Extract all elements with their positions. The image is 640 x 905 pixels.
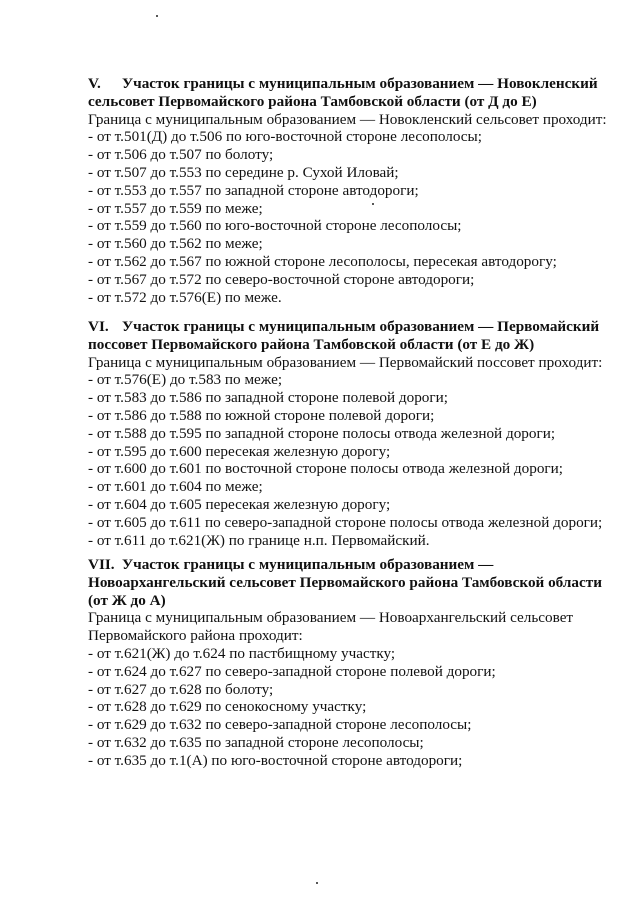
section-intro: Граница с муниципальным образованием — Первомайский поссовет проходит: [88, 353, 603, 371]
section-heading [88, 318, 623, 354]
boundary-item: - от т.629 до т.632 по северо-западной стороне лесополосы; [88, 716, 472, 734]
boundary-item: - от т.501(Д) до т.506 по юго-восточной стороне лесополосы; [88, 128, 482, 146]
section-vi [88, 318, 623, 549]
section-heading [88, 75, 623, 111]
boundary-item: - от т.560 до т.562 по меже; [88, 235, 263, 253]
boundary-item: - от т.611 до т.621(Ж) по границе н.п. Первомайский. [88, 531, 430, 549]
boundary-item: - от т.506 до т.507 по болоту; [88, 146, 274, 164]
boundary-item: - от т.604 до т.605 пересекая железную дорогу; [88, 495, 391, 513]
boundary-item: - от т.605 до т.611 по северо-западной стороне полосы отвода железной дороги; [88, 513, 603, 531]
section-title-line: (от Ж до А) [88, 591, 166, 609]
section-title-line: Участок границы с муниципальным образованием — Новокленский [122, 75, 598, 92]
boundary-item: - от т.583 до т.586 по западной стороне полевой дороги; [88, 389, 448, 407]
boundary-item: - от т.559 до т.560 по юго-восточной стороне лесополосы; [88, 217, 462, 235]
section-number: VI. [88, 318, 109, 335]
boundary-item: - от т.621(Ж) до т.624 по пастбищному участку; [88, 644, 396, 662]
section-heading [88, 556, 623, 609]
section-title-line: Участок границы с муниципальным образованием — [122, 556, 494, 573]
boundary-item: - от т.588 до т.595 по западной стороне полосы отвода железной дороги; [88, 424, 556, 442]
boundary-item: - от т.572 до т.576(Е) по меже. [88, 288, 282, 306]
section-intro: Первомайского района проходит: [88, 627, 303, 645]
boundary-item: - от т.576(Е) до т.583 по меже; [88, 371, 283, 389]
boundary-item: - от т.557 до т.559 по меже; [88, 199, 263, 217]
section-title-line: Участок границы с муниципальным образованием — Первомайский [122, 318, 600, 335]
boundary-item: - от т.507 до т.553 по середине р. Сухой Иловай; [88, 163, 399, 181]
boundary-item: - от т.567 до т.572 по северо-восточной стороне автодороги; [88, 270, 475, 288]
boundary-item: - от т.600 до т.601 по восточной стороне полосы отвода железной дороги; [88, 460, 563, 478]
boundary-item: - от т.628 до т.629 по сенокосному участку; [88, 698, 367, 716]
scan-speck [156, 15, 158, 17]
section-number: VII. [88, 556, 115, 573]
section-number: V. [88, 75, 101, 92]
section-title-line: поссовет Первомайского района Тамбовской области (от Е до Ж) [88, 335, 535, 353]
section-v [88, 75, 623, 306]
boundary-item: - от т.595 до т.600 пересекая железную дорогу; [88, 442, 391, 460]
scan-speck [372, 203, 374, 205]
boundary-item: - от т.586 до т.588 по южной стороне полевой дороги; [88, 406, 435, 424]
section-title-line: сельсовет Первомайского района Тамбовской области (от Д до Е) [88, 92, 537, 110]
boundary-item: - от т.627 до т.628 по болоту; [88, 680, 274, 698]
boundary-item: - от т.624 до т.627 по северо-западной стороне полевой дороги; [88, 662, 496, 680]
section-vii [88, 556, 623, 770]
section-intro: Граница с муниципальным образованием — Новоархангельский сельсовет [88, 609, 574, 627]
section-intro: Граница с муниципальным образованием — Новокленский сельсовет проходит: [88, 110, 607, 128]
scan-speck [316, 882, 318, 884]
section-title-line: Новоархангельский сельсовет Первомайского района Тамбовской области [88, 573, 602, 591]
boundary-item: - от т.553 до т.557 по западной стороне автодороги; [88, 181, 419, 199]
boundary-item: - от т.635 до т.1(А) по юго-восточной стороне автодороги; [88, 751, 463, 769]
boundary-item: - от т.601 до т.604 по меже; [88, 478, 263, 496]
boundary-item: - от т.632 до т.635 по западной стороне лесополосы; [88, 733, 424, 751]
boundary-item: - от т.562 до т.567 по южной стороне лесополосы, пересекая автодорогу; [88, 252, 557, 270]
